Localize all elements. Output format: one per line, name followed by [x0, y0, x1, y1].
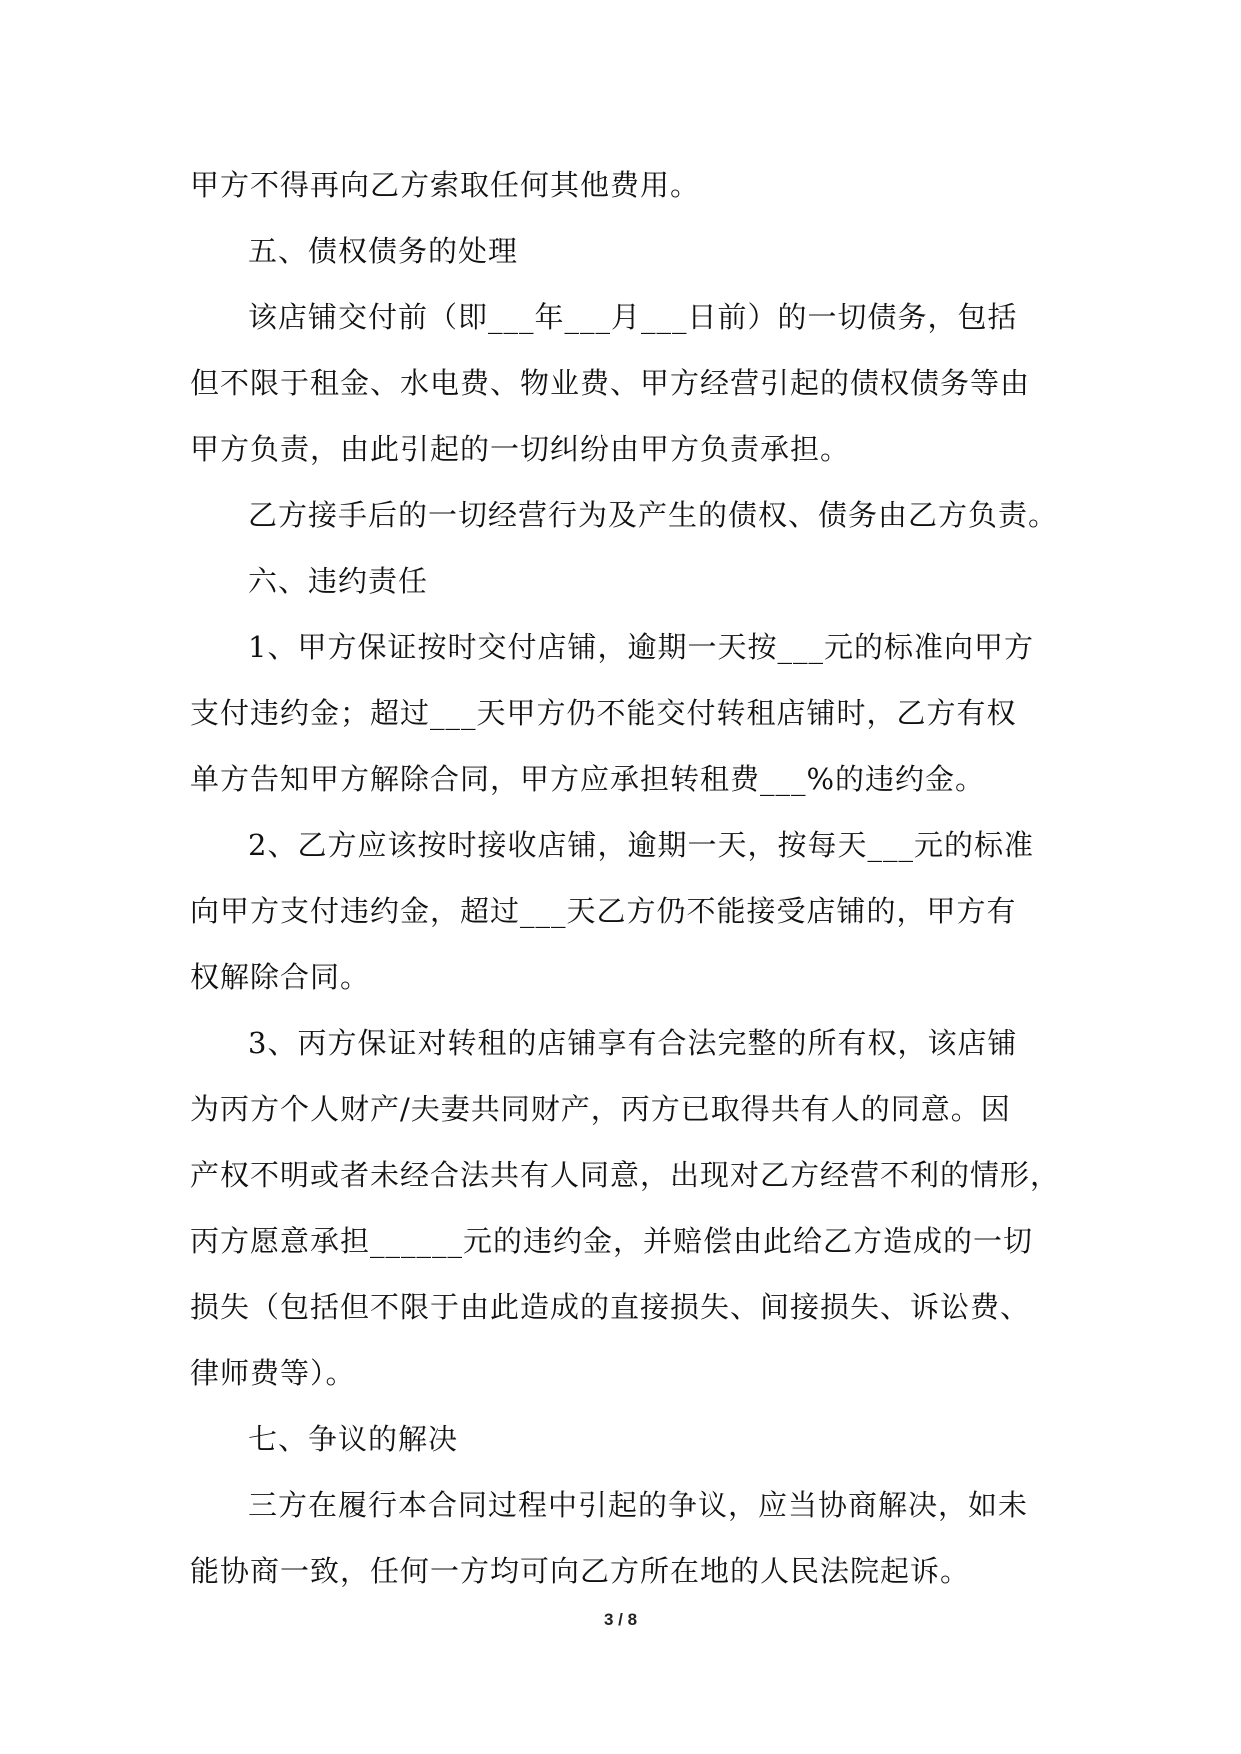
text-line: 但不限于租金、水电费、物业费、甲方经营引起的债权债务等由 [190, 366, 1031, 400]
text-line: 丙方愿意承担______元的违约金，并赔偿由此给乙方造成的一切 [190, 1224, 1034, 1258]
text-line: 三方在履行本合同过程中引起的争议，应当协商解决，如未 [248, 1488, 1029, 1522]
text-line: 为丙方个人财产/夫妻共同财产，丙方已取得共有人的同意。因 [190, 1092, 1011, 1126]
text-line: 向甲方支付违约金，超过___天乙方仍不能接受店铺的，甲方有 [190, 894, 1017, 928]
text-line: 产权不明或者未经合法共有人同意，出现对乙方经营不利的情形， [190, 1158, 1061, 1192]
text-line: 权解除合同。 [190, 960, 371, 994]
text-line: 能协商一致，任何一方均可向乙方所在地的人民法院起诉。 [190, 1554, 971, 1588]
text-line: 损失（包括但不限于由此造成的直接损失、间接损失、诉讼费、 [190, 1290, 1031, 1324]
text-line: 3、丙方保证对转租的店铺享有合法完整的所有权，该店铺 [248, 1026, 1018, 1060]
section-heading: 六、违约责任 [248, 564, 429, 598]
page-number: 3 / 8 [603, 1610, 638, 1629]
text-line: 1、甲方保证按时交付店铺，逾期一天按___元的标准向甲方 [248, 630, 1034, 664]
document-body [190, 152, 1061, 1604]
text-line: 甲方负责，由此引起的一切纠纷由甲方负责承担。 [190, 432, 851, 466]
text-line: 2、乙方应该按时接收店铺，逾期一天，按每天___元的标准 [248, 828, 1034, 862]
text-line: 该店铺交付前（即___年___月___日前）的一切债务，包括 [248, 300, 1018, 334]
section-heading: 五、债权债务的处理 [248, 234, 519, 268]
section-heading: 七、争议的解决 [248, 1422, 459, 1456]
text-line: 单方告知甲方解除合同，甲方应承担转租费___%的违约金。 [190, 762, 986, 796]
text-line: 乙方接手后的一切经营行为及产生的债权、债务由乙方负责。 [248, 498, 1059, 532]
text-line: 甲方不得再向乙方索取任何其他费用。 [190, 168, 701, 202]
text-line: 支付违约金；超过___天甲方仍不能交付转租店铺时，乙方有权 [190, 696, 1017, 730]
text-line: 律师费等）。 [190, 1356, 356, 1390]
